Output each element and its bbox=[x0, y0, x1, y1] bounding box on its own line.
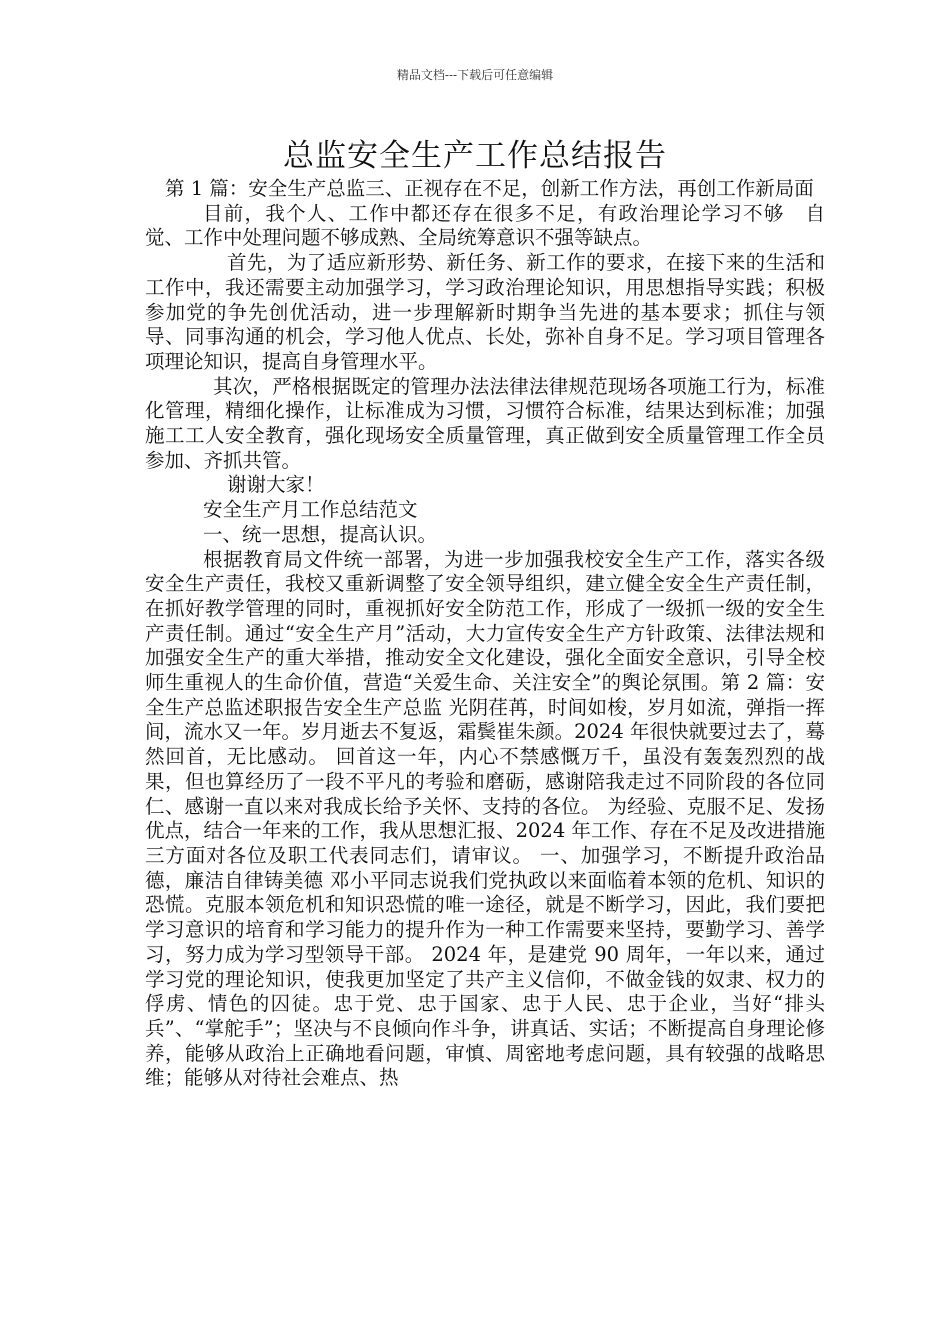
paragraph: 根据教育局文件统一部署，为进一步加强我校安全生产工作，落实各级安全生产责任，我校又重新调整了安全领导组织，建立健全安全生产责任制，在抓好教学管理的同时，重视抓好安全防范工作，形成了一级抓一级的安全生产责任制。通过“安全生产月”活动，大力宣传安全生产方针政策、法律法规和加强安全生产的重大举措，推动安全文化建设，强化全面安全意识，引导全校师生重视人的生命价值，营造“关爱生命、关注安全”的舆论氛围。第 2 篇：安全生产总监述职报告安全生产总监 光阴荏苒，时间如梭，岁月如流，弹指一挥间，流水又一年。岁月逝去不复返，霜鬓崔朱颜。2024 年很快就要过去了，蓦然回首，无比感动。 回首这一年，内心不禁感慨万千，虽没有轰轰烈烈的战果，但也算经历了一段不平凡的考验和磨砺，感谢陪我走过不同阶段的各位同仁、感谢一直以来对我成长给予关怀、支持的各位。 为经验、克服不足、发扬优点，结合一年来的工作，我从思想汇报、2024 年工作、存在不足及改进措施三方面对各位及职工代表同志们，请审议。 一、加强学习，不断提升政治品德，廉洁自律铸美德 邓小平同志说我们党执政以来面临着本领的危机、知识的恐慌。克服本领危机和知识恐慌的唯一途径，就是不断学习，因此，我们要把学习意识的培育和学习能力的提升作为一种工作需要来坚持，要勤学习、善学习，努力成为学习型领导干部。 2024 年，是建党 90 周年，一年以来，通过学习党的理论知识，使我更加坚定了共产主义信仰，不做金钱的奴隶、权力的俘虏、情色的囚徒。忠于党、忠于国家、忠于人民、忠于企业，当好“排头兵”、“掌舵手”；坚决与不良倾向作斗争，讲真话、实话；不断提高自身理论修养，能够从政治上正确地看问题，审慎、周密地考虑问题，具有较强的战略思维；能够从对待社会难点、热 bbox=[145, 547, 825, 1090]
paragraph: 其次，严格根据既定的管理办法法律法律规范现场各项施工行为，标准化管理，精细化操作，让标准成为习惯，习惯符合标准，结果达到标准；加强施工工人安全教育，强化现场安全质量管理，真正做到安全质量管理工作全员参加、齐抓共管。 bbox=[145, 374, 825, 472]
header-note: 精品文档---下载后可任意编辑 bbox=[396, 68, 554, 82]
paragraph: 目前，我个人、工作中都还存在很多不足，有政治理论学习不够 自觉、工作中处理问题不够成熟、全局统筹意识不强等缺点。 bbox=[145, 201, 825, 250]
section-heading-1: 第 1 篇：安全生产总监三、正视存在不足，创新工作方法，再创工作新局面 bbox=[165, 177, 814, 200]
closing-line: 谢谢大家！ bbox=[227, 473, 325, 497]
document-title: 总监安全生产工作总结报告 bbox=[283, 138, 667, 174]
subheading: 安全生产月工作总结范文 bbox=[203, 498, 418, 522]
paragraph: 首先，为了适应新形势、新任务、新工作的要求，在接下来的生活和工作中，我还需要主动加强学习，学习政治理论知识，用思想指导实践；积极参加党的争先创优活动，进一步理解新时期争当先进的基本要求；抓住与领导、同事沟通的机会，学习他人优点、长处，弥补自身不足。学习项目管理各项理论知识，提高自身管理水平。 bbox=[145, 251, 825, 373]
subheading: 一、统一思想，提高认识。 bbox=[203, 522, 438, 546]
document-body bbox=[145, 177, 825, 1091]
